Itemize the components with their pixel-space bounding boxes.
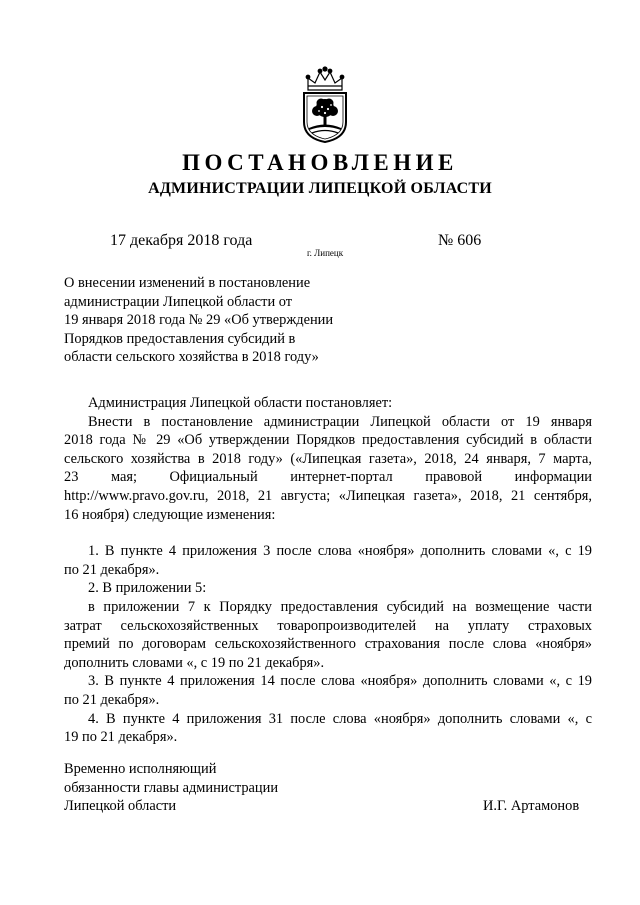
document-body bbox=[64, 394, 592, 747]
signature-position-line: Липецкой области bbox=[64, 798, 177, 815]
item-2-heading: 2. В приложении 5: bbox=[88, 580, 207, 597]
item-2-line: дополнить словами «, с 19 по 21 декабря». bbox=[64, 654, 325, 671]
subject-line: Порядков предоставления субсидий в bbox=[64, 330, 296, 347]
signature-position-line: Временно исполняющий bbox=[64, 761, 217, 777]
document-date: 17 декабря 2018 года bbox=[110, 232, 253, 249]
intro-line: Администрация Липецкой области постановляет: bbox=[88, 395, 393, 411]
item-2-line: премий по договорам сельскохозяйственного страхования после слова «ноября» bbox=[64, 636, 592, 653]
document-title: ПОСТАНОВЛЕНИЕ bbox=[182, 150, 458, 175]
item-4-line: 19 по 21 декабря». bbox=[64, 729, 178, 746]
signature-position-line: обязанности главы администрации bbox=[64, 779, 279, 796]
document-city: г. Липецк bbox=[307, 248, 344, 258]
subject-line: 19 января 2018 года № 29 «Об утверждении bbox=[64, 312, 334, 329]
paragraph-line: 16 ноября) следующие изменения: bbox=[64, 506, 276, 523]
paragraph-line: сельского хозяйства в 2018 году» («Липецкая газета», 2018, 24 января, 7 марта, bbox=[64, 450, 592, 467]
signer-name: И.Г. Артамонов bbox=[483, 798, 580, 814]
item-3-line: по 21 декабря». bbox=[64, 691, 160, 708]
item-2-line: в приложении 7 к Порядку предоставления субсидий на возмещение части bbox=[88, 598, 592, 615]
paragraph-line: Внести в постановление администрации Липецкой области от 19 января bbox=[88, 413, 592, 430]
paragraph-line: 23 мая; Официальный интернет-портал правовой информации bbox=[64, 469, 592, 486]
item-3-line: 3. В пункте 4 приложения 14 после слова «ноября» дополнить словами «, с 19 bbox=[88, 673, 592, 690]
subject-line: области сельского хозяйства в 2018 году» bbox=[64, 349, 319, 366]
document-number: № 606 bbox=[438, 232, 482, 249]
subject-line: администрации Липецкой области от bbox=[64, 293, 293, 310]
document-subject bbox=[64, 274, 333, 367]
paragraph-line: http://www.pravo.gov.ru, 2018, 21 августа; «Липецкая газета», 2018, 21 сентября, bbox=[64, 487, 592, 504]
item-1-line: по 21 декабря». bbox=[64, 561, 160, 578]
document-subtitle: АДМИНИСТРАЦИИ ЛИПЕЦКОЙ ОБЛАСТИ bbox=[148, 180, 492, 197]
subject-line: О внесении изменений в постановление bbox=[64, 275, 311, 291]
item-1-line: 1. В пункте 4 приложения 3 после слова «ноября» дополнить словами «, с 19 bbox=[88, 543, 592, 560]
coat-of-arms-icon bbox=[298, 66, 352, 144]
item-4-line: 4. В пункте 4 приложения 31 после слова «ноября» дополнить словами «, с bbox=[88, 710, 592, 727]
signature-position bbox=[64, 760, 278, 816]
item-2-line: затрат сельскохозяйственных товаропроизводителей на уплату страховых bbox=[64, 617, 592, 634]
paragraph-line: 2018 года № 29 «Об утверждении Порядков предоставления субсидий в области bbox=[64, 432, 592, 449]
